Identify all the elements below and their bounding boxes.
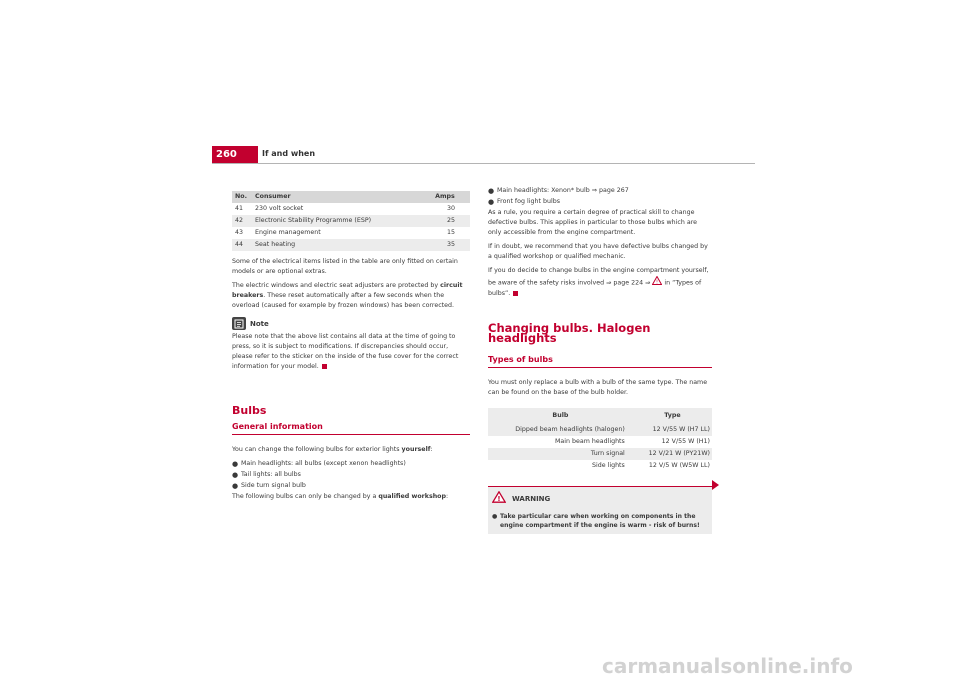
list-item (232, 470, 470, 480)
fuse-header-consumer: Consumer (252, 191, 432, 203)
circuit-breakers-term: circuit breakers (232, 282, 463, 299)
fuse-amps: 30 (447, 205, 456, 212)
list-item (488, 186, 712, 196)
left-column (232, 191, 470, 506)
bullet-dot: ● (488, 198, 495, 206)
bulb-type-intro: You must only replace a bulb with a bulb of the same type. The name can be found on the base of the bulb holder. (488, 379, 708, 396)
safety-risks-paragraph (488, 266, 712, 299)
fuse-amps: 35 (432, 239, 470, 251)
bullet-dot: ● (488, 187, 495, 195)
table-row (488, 460, 712, 472)
warning-triangle-icon (652, 276, 662, 289)
bulb-type: 12 V/5 W (W5W LL) (648, 462, 710, 469)
note-heading (232, 317, 470, 330)
note-label: Note (250, 319, 269, 328)
text-run: Please note that the above list contains all data at the time of going to press, so it is subject to modifications. If discrepancies should occur, please refer to the sticker on the inside of the fuse cover for the correct information for your model. (232, 333, 459, 370)
note-text (232, 332, 470, 372)
table-row (232, 227, 470, 239)
list-item-text: Front fog light bulbs (497, 198, 560, 205)
table-row (232, 215, 470, 227)
fuse-amps: 25 (432, 215, 470, 227)
header-divider (212, 163, 755, 164)
bulb-type: 12 V/55 W (H1) (661, 438, 710, 445)
fuse-consumer: Seat heating (252, 239, 432, 251)
section-title-bulbs: Bulbs (232, 404, 267, 417)
note-icon (232, 317, 246, 330)
text-run: : (430, 446, 433, 453)
page-number: 260 (212, 146, 258, 164)
bullet-dot: ● (492, 513, 498, 520)
fuse-header-amps: Amps (432, 191, 470, 203)
subsection-title-types-of-bulbs: Types of bulbs (488, 355, 712, 368)
fuse-no: 43 (235, 229, 244, 236)
svg-text:!: ! (656, 279, 659, 285)
list-item-text: Main headlights: all bulbs (except xenon headlights) (241, 460, 406, 467)
warning-triangle-icon (492, 491, 506, 507)
watermark: carmanualsonline.info (602, 654, 853, 678)
warning-text-content: Take particular care when working on components in the engine compartment if the engine is warm - risk of burns! (500, 513, 700, 529)
list-item (232, 481, 470, 491)
fuse-consumer: Electronic Stability Programme (ESP) (252, 215, 432, 227)
fuse-no: 44 (232, 239, 252, 251)
text-run: You can change the following bulbs for exterior lights (232, 446, 402, 453)
text-run: . These reset automatically after a few seconds when the overload (caused for example by frozen windows) has been corrected. (232, 292, 455, 309)
continue-arrow-icon (712, 480, 719, 490)
optional-items-paragraph: Some of the electrical items listed in the table are only fitted on certain models or are optional extras. (232, 258, 458, 275)
bulb-header-type: Type (633, 408, 712, 424)
fuse-no: 41 (235, 205, 244, 212)
svg-text:!: ! (497, 495, 501, 503)
warning-text (492, 512, 708, 530)
list-item-text: Side turn signal bulb (241, 482, 306, 489)
fuse-amps: 15 (447, 229, 456, 236)
fuse-header-no: No. (232, 191, 252, 203)
right-column (488, 186, 712, 534)
table-row (232, 239, 470, 251)
page-header-title: If and when (262, 149, 316, 158)
table-row (488, 424, 712, 436)
bulbs-intro (232, 445, 470, 455)
bulb-types-table (488, 408, 712, 472)
text-run: The electric windows and electric seat adjusters are protected by (232, 282, 441, 289)
bulb-name: Main beam headlights (554, 438, 625, 445)
bullet-dot: ● (232, 482, 239, 490)
bulb-table-header (488, 408, 712, 424)
bulb-name: Dipped beam headlights (halogen) (488, 424, 633, 436)
text-run: The following bulbs can only be changed by a (232, 493, 379, 500)
bullet-dot: ● (232, 471, 239, 479)
practical-skill-paragraph: As a rule, you require a certain degree of practical skill to change defective bulbs. This applies in particular to those bulbs which are only accessible from the engine compartment. (488, 209, 698, 236)
list-item (488, 197, 712, 207)
warning-box (488, 486, 712, 534)
end-of-section-marker (322, 364, 327, 369)
qualified-workshop-term: qualified workshop (378, 493, 447, 500)
table-row (232, 203, 470, 215)
table-row (488, 448, 712, 460)
section-title-halogen-headlights: Changing bulbs. Halogen headlights (488, 321, 651, 345)
fuse-table (232, 191, 470, 251)
fuse-consumer: Engine management (255, 229, 321, 236)
workshop-paragraph (232, 492, 470, 502)
warning-heading (492, 491, 708, 507)
list-item (232, 459, 470, 469)
yourself-term: yourself (401, 446, 431, 453)
in-doubt-paragraph: If in doubt, we recommend that you have defective bulbs changed by a qualified workshop or qualified mechanic. (488, 243, 708, 260)
fuse-consumer: 230 volt socket (255, 205, 304, 212)
text-run: in “Types of bulbs”. (488, 279, 702, 297)
table-row (488, 436, 712, 448)
warning-title: WARNING (512, 495, 551, 503)
list-item-text: Main headlights: Xenon* bulb ⇒ page 267 (497, 187, 629, 194)
bulb-name: Turn signal (488, 448, 633, 460)
bullet-dot: ● (232, 460, 239, 468)
circuit-breakers-paragraph (232, 281, 470, 311)
list-item-text: Tail lights: all bulbs (241, 471, 301, 478)
fuse-table-header (232, 191, 470, 203)
bulb-type: 12 V/21 W (PY21W) (633, 448, 712, 460)
end-of-section-marker (513, 291, 518, 296)
text-run: If you do decide to change bulbs in the engine compartment yourself, be aware of the safety risks involved ⇒ page 224 ⇒ (488, 267, 709, 287)
text-run: : (446, 493, 449, 500)
bulb-header-bulb: Bulb (488, 408, 633, 424)
fuse-no: 42 (232, 215, 252, 227)
bulb-name: Side lights (591, 462, 625, 469)
subsection-title-general-information: General information (232, 422, 470, 435)
bulb-type: 12 V/55 W (H7 LL) (633, 424, 712, 436)
